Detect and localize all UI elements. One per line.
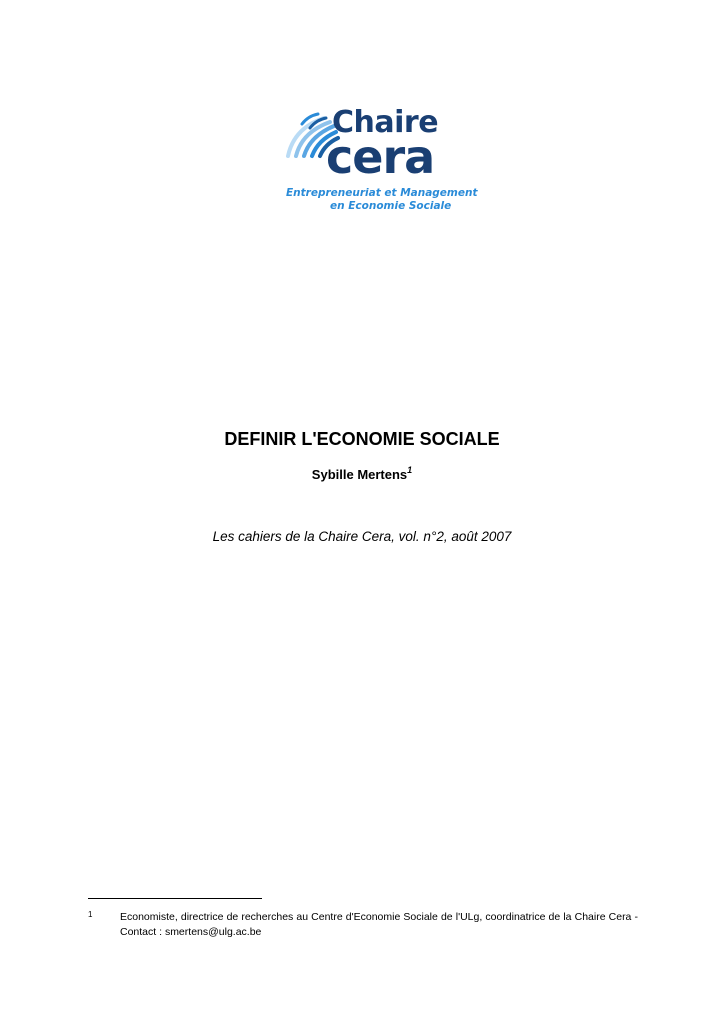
logo-word-cera: cera — [326, 130, 435, 184]
author-line — [0, 467, 724, 483]
logo-tagline-line1: Entrepreneuriat et Management — [286, 187, 478, 199]
footnote-separator — [88, 898, 262, 899]
series-citation: Les cahiers de la Chaire Cera, vol. n°2, août 2007 — [212, 529, 512, 544]
logo-tagline-line2: en Economie Sociale — [330, 200, 452, 212]
author-name: Sybille Mertens — [311, 467, 408, 482]
footnote-number: 1 — [88, 910, 93, 919]
author-footnote-ref: 1 — [407, 465, 413, 475]
logo-word-chaire: Chaire — [332, 105, 439, 140]
document-title: DEFINIR L'ECONOMIE SOCIALE — [224, 429, 500, 449]
chaire-cera-logo — [272, 94, 478, 232]
footnote-text: Economiste, directrice de recherches au Centre d'Economie Sociale de l'ULg, coordinatrice de la Chaire Cera - Contact : smertens@ulg.ac.be — [120, 911, 638, 938]
